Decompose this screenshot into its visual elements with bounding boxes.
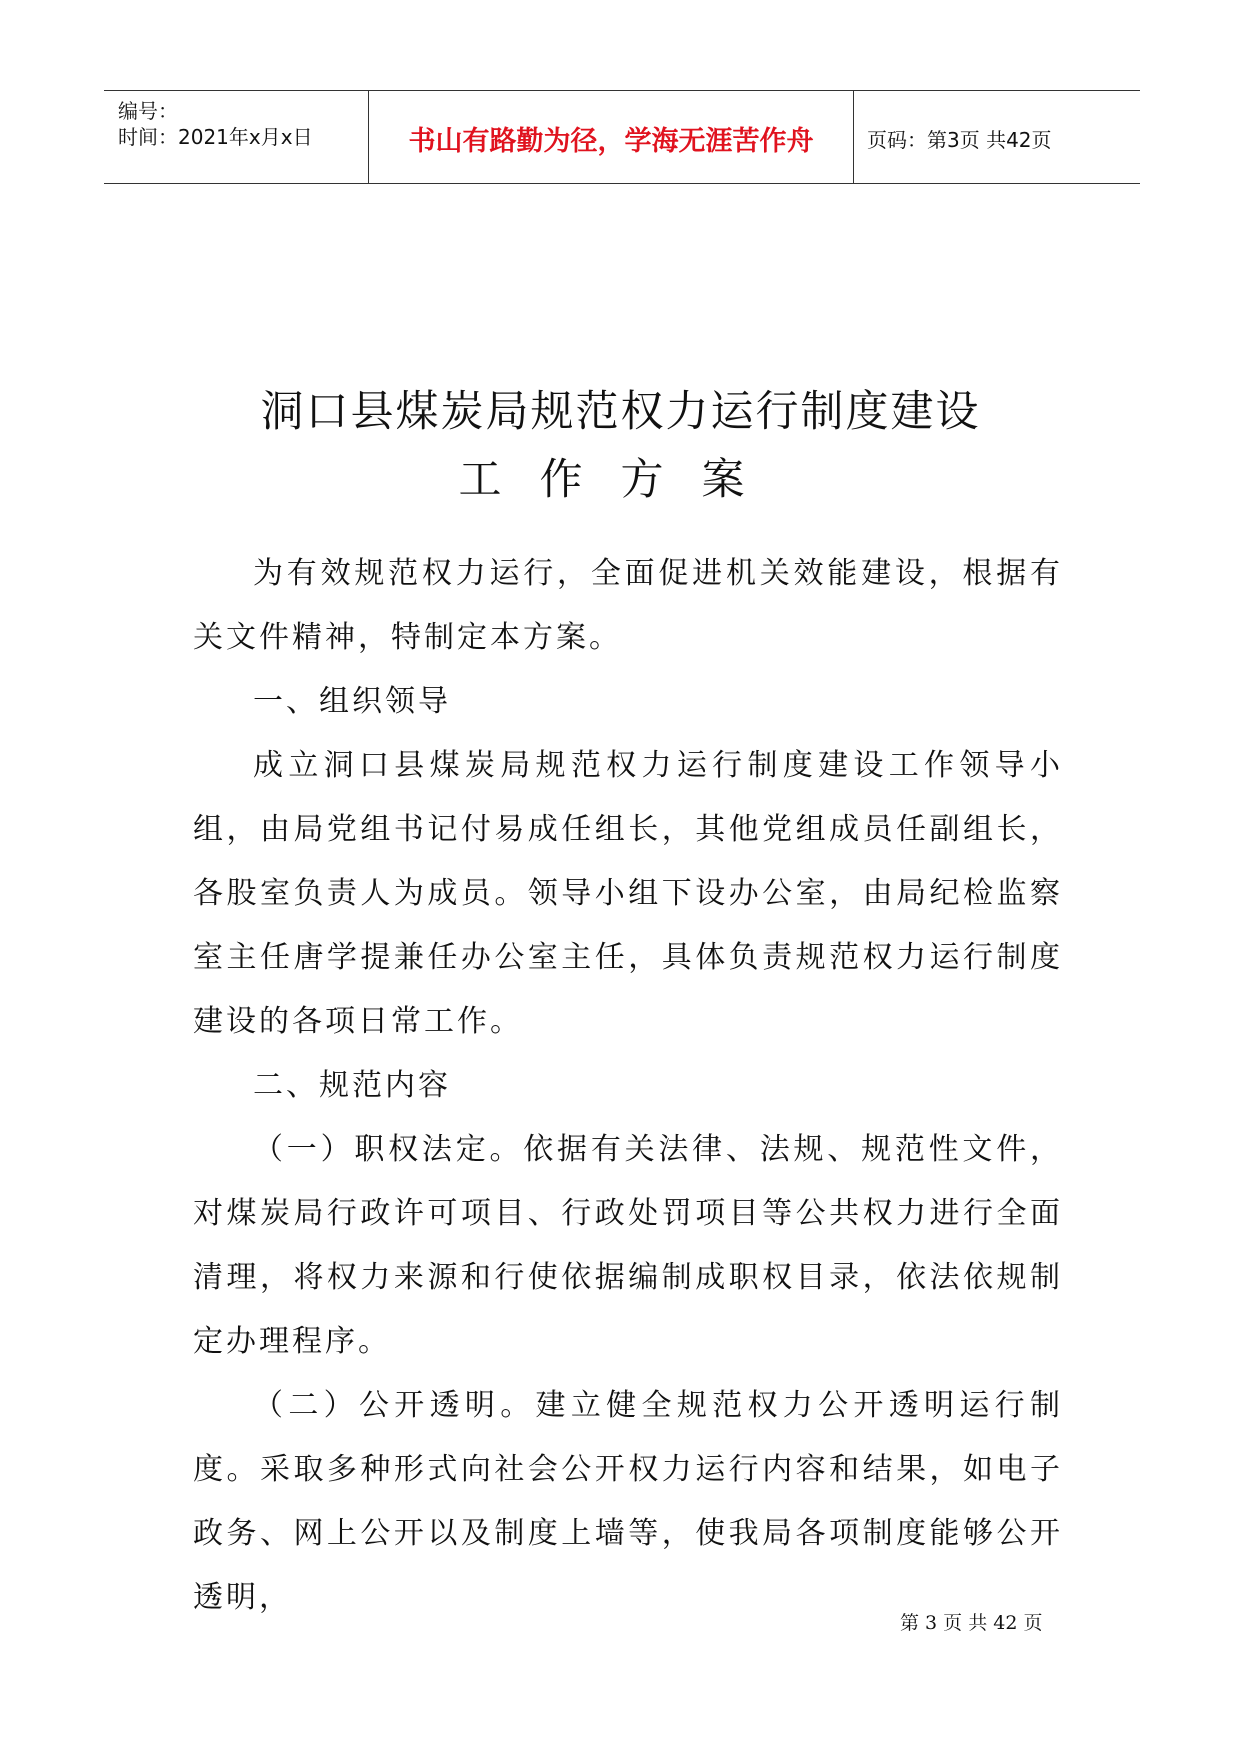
document-time-label: 时间：2021年x月x日	[118, 125, 313, 149]
body-paragraph: （一）职权法定。依据有关法律、法规、规范性文件，对煤炭局行政许可项目、行政处罚项目等公共权力进行全面清理，将权力来源和行使依据编制成职权目录，依法依规制定办理程序。	[193, 1132, 1063, 1359]
header-info-cell	[104, 91, 368, 183]
body-paragraph: 成立洞口县煤炭局规范权力运行制度建设工作领导小组，由局党组书记付易成任组长，其他党组成员任副组长，各股室负责人为成员。领导小组下设办公室，由局纪检监察室主任唐学提兼任办公室主任，具体负责规范权力运行制度建设的各项日常工作。	[193, 748, 1063, 1039]
header-page-cell	[853, 91, 1140, 183]
page-header	[104, 90, 1140, 184]
body-paragraph: （二）公开透明。建立健全规范权力公开透明运行制度。采取多种形式向社会公开权力运行内容和结果，如电子政务、网上公开以及制度上墙等，使我局各项制度能够公开透明，	[193, 1388, 1063, 1615]
page-footer-number: 第 3 页 共 42 页	[900, 1612, 1043, 1634]
section-heading-content: 二、规范内容	[253, 1068, 451, 1103]
header-motto: 书山有路勤为径，学海无涯苦作舟	[408, 126, 814, 157]
header-page-number: 页码：第3页 共42页	[867, 128, 1052, 152]
section-heading-organization: 一、组织领导	[253, 684, 451, 719]
document-title-line2: 工作方案	[458, 455, 783, 505]
document-title-line1: 洞口县煤炭局规范权力运行制度建设	[260, 387, 981, 437]
header-motto-cell	[368, 91, 854, 183]
document-number-label: 编号：	[118, 99, 178, 123]
intro-paragraph: 为有效规范权力运行，全面促进机关效能建设，根据有关文件精神，特制定本方案。	[193, 556, 1063, 655]
document-body	[193, 542, 1063, 1630]
